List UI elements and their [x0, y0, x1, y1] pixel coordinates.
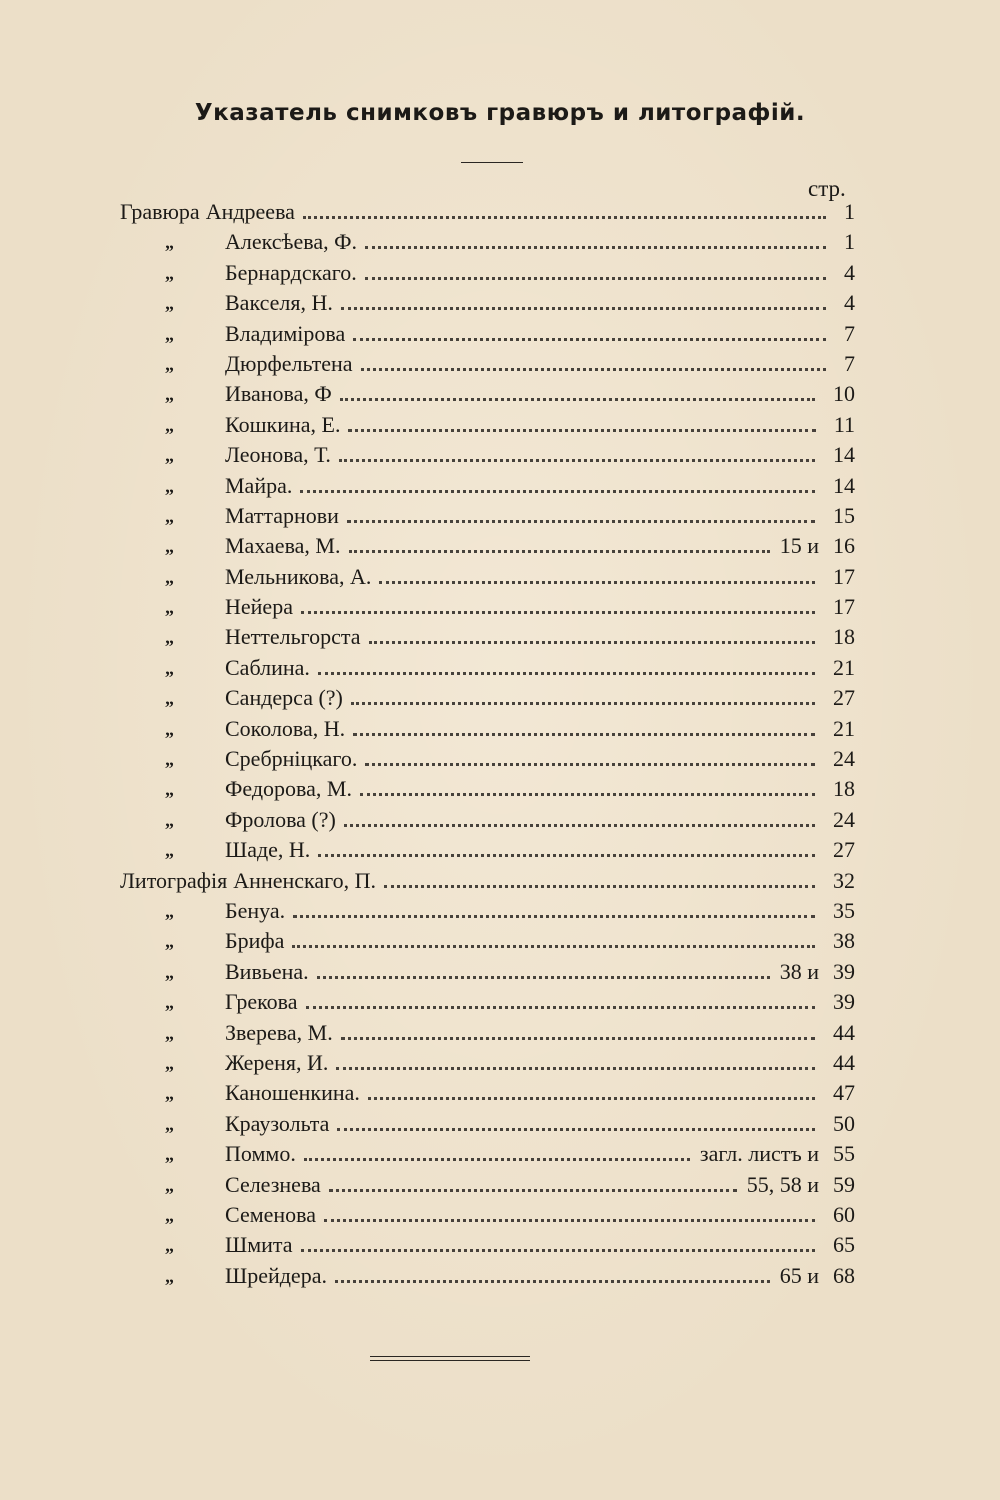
entry-name: Шаде, Н. — [225, 837, 311, 863]
entry-name: Шрейдера. — [225, 1262, 327, 1288]
dot-leader — [293, 911, 815, 918]
index-entry — [0, 867, 1000, 897]
ditto-mark: „ — [165, 992, 174, 1013]
entry-page-number: 17 — [833, 594, 855, 620]
ditto-mark: „ — [165, 1174, 174, 1195]
index-entry — [0, 806, 1000, 836]
entry-name: Зверева, М. — [225, 1019, 333, 1045]
entry-page-number: 35 — [833, 897, 855, 923]
index-entry — [0, 228, 1000, 258]
entry-page-number: 21 — [833, 715, 855, 741]
entry-name: Семенова — [225, 1201, 317, 1227]
entry-name: Поммо. — [225, 1141, 296, 1167]
entry-page-number: 21 — [833, 654, 855, 680]
index-entry — [0, 563, 1000, 593]
entry-name: Саблина. — [225, 654, 310, 680]
index-entry — [0, 1110, 1000, 1140]
ditto-mark: „ — [165, 414, 174, 435]
index-entry — [0, 715, 1000, 745]
dot-leader — [318, 668, 815, 675]
dot-leader — [360, 789, 815, 796]
index-entry — [0, 775, 1000, 805]
entry-name: Вивьена. — [225, 958, 309, 984]
ditto-mark: „ — [165, 475, 174, 496]
index-entry — [0, 380, 1000, 410]
ditto-mark: „ — [165, 809, 174, 830]
entry-page-number: 1 — [844, 229, 855, 255]
entry-name: Вакселя, Н. — [225, 290, 333, 316]
entry-name: Алексѣева, Ф. — [225, 229, 357, 255]
dot-leader — [353, 729, 815, 736]
title-rule — [461, 162, 523, 163]
entry-page-number: 7 — [844, 320, 855, 346]
index-entry — [0, 289, 1000, 319]
entry-page-number: 17 — [833, 563, 855, 589]
entry-name: Неттельгорста — [225, 624, 361, 650]
dot-leader — [341, 1033, 815, 1040]
page-column-label: стр. — [808, 176, 846, 201]
ditto-mark: „ — [165, 597, 174, 618]
dot-leader — [329, 1185, 737, 1192]
dot-leader — [301, 607, 815, 614]
ditto-mark: „ — [165, 1204, 174, 1225]
entry-name: Нейера — [225, 594, 293, 620]
entry-page-number: 44 — [833, 1049, 855, 1075]
dot-leader — [369, 637, 815, 644]
entry-page-number: 44 — [833, 1019, 855, 1045]
ditto-mark: „ — [165, 718, 174, 739]
ditto-mark: „ — [165, 749, 174, 770]
entry-name: Краузольта — [225, 1110, 330, 1136]
entry-name: Иванова, Ф — [225, 381, 332, 407]
page-title: Указатель снимковъ гравюръ и литографій. — [194, 100, 806, 126]
dot-leader — [344, 820, 815, 827]
entry-name: Дюрфельтена — [225, 350, 353, 376]
entry-page-number: 32 — [833, 867, 855, 893]
entry-page-number: 39 — [833, 958, 855, 984]
dot-leader — [335, 1276, 770, 1283]
entry-page-number: 18 — [833, 624, 855, 650]
dot-leader — [348, 425, 815, 432]
index-entry — [0, 1079, 1000, 1109]
entry-page-number: 39 — [833, 989, 855, 1015]
ditto-mark: „ — [165, 566, 174, 587]
ditto-mark: „ — [165, 1022, 174, 1043]
closing-rule — [370, 1356, 530, 1364]
entry-name: Андреева — [205, 199, 295, 224]
entry-page-number: 27 — [833, 685, 855, 711]
dot-leader — [349, 546, 770, 553]
index-entry — [0, 1140, 1000, 1170]
entry-name: Федорова, М. — [225, 776, 352, 802]
entry-page-number: 1 — [844, 199, 855, 224]
dot-leader — [318, 850, 815, 857]
index-list — [0, 198, 1000, 1292]
entry-name: Шмита — [225, 1232, 293, 1258]
index-entry — [0, 320, 1000, 350]
entry-page-number: 24 — [833, 806, 855, 832]
entry-name: Кошкина, Е. — [225, 411, 341, 437]
ditto-mark: „ — [165, 627, 174, 648]
entry-page-number: 38 — [833, 928, 855, 954]
dot-leader — [361, 364, 826, 371]
index-entry — [0, 350, 1000, 380]
dot-leader — [337, 1124, 815, 1131]
index-entry — [0, 927, 1000, 957]
dot-leader — [317, 972, 770, 979]
index-entry — [0, 472, 1000, 502]
entry-page-number: 7 — [844, 350, 855, 376]
ditto-mark: „ — [165, 293, 174, 314]
entry-page-number: 18 — [833, 776, 855, 802]
index-entry — [0, 684, 1000, 714]
index-entry — [0, 441, 1000, 471]
ditto-mark: „ — [165, 1083, 174, 1104]
ditto-mark: „ — [165, 657, 174, 678]
dot-leader — [340, 394, 815, 401]
index-entry — [0, 836, 1000, 866]
index-entry — [0, 532, 1000, 562]
dot-leader — [365, 242, 826, 249]
ditto-mark: „ — [165, 262, 174, 283]
entry-additional-pages: 65 и — [779, 1262, 819, 1288]
entry-name: Грекова — [225, 989, 298, 1015]
dot-leader — [306, 1002, 815, 1009]
index-entry — [0, 1049, 1000, 1079]
entry-name: Сандерса (?) — [225, 685, 343, 711]
ditto-mark: „ — [165, 1265, 174, 1286]
ditto-mark: „ — [165, 1144, 174, 1165]
entry-additional-pages: 55, 58 и — [746, 1171, 819, 1197]
dot-leader — [351, 698, 815, 705]
entry-page-number: 65 — [833, 1232, 855, 1258]
entry-name: Жереня, И. — [225, 1049, 329, 1075]
index-entry — [0, 1231, 1000, 1261]
entry-page-number: 24 — [833, 746, 855, 772]
entry-page-number: 11 — [833, 411, 855, 437]
index-entry — [0, 988, 1000, 1018]
entry-page-number: 68 — [833, 1262, 855, 1288]
entry-name: Каношенкина. — [225, 1080, 360, 1106]
dot-leader — [301, 1245, 815, 1252]
index-entry — [0, 411, 1000, 441]
entry-category: Литографія — [120, 867, 228, 893]
ditto-mark: „ — [165, 779, 174, 800]
entry-page-number: 55 — [833, 1141, 855, 1167]
entry-page-number: 27 — [833, 837, 855, 863]
entry-name: Селезнева — [225, 1171, 321, 1197]
index-entry — [0, 502, 1000, 532]
entry-page-number: 60 — [833, 1201, 855, 1227]
entry-name: Владимірова — [225, 320, 346, 346]
entry-page-number: 10 — [833, 381, 855, 407]
entry-page-number: 14 — [833, 472, 855, 498]
entry-page-number: 4 — [844, 290, 855, 316]
ditto-mark: „ — [165, 900, 174, 921]
dot-leader — [347, 516, 815, 523]
ditto-mark: „ — [165, 536, 174, 557]
entry-name: Майра. — [225, 472, 293, 498]
index-entry — [0, 1262, 1000, 1292]
dot-leader — [384, 881, 815, 888]
entry-name: Маттарнови — [225, 502, 339, 528]
entry-name: Фролова (?) — [225, 806, 336, 832]
index-entry — [0, 654, 1000, 684]
index-entry — [0, 1019, 1000, 1049]
ditto-mark: „ — [165, 353, 174, 374]
dot-leader — [379, 577, 815, 584]
dot-leader — [304, 1154, 690, 1161]
entry-name: Брифа — [225, 928, 285, 954]
ditto-mark: „ — [165, 688, 174, 709]
index-entry — [0, 593, 1000, 623]
entry-name: Леонова, Т. — [225, 442, 331, 468]
dot-leader — [300, 486, 815, 493]
entry-page-number: 4 — [844, 259, 855, 285]
index-entry — [0, 745, 1000, 775]
dot-leader — [353, 334, 826, 341]
entry-page-number: 16 — [833, 533, 855, 559]
entry-name: Махаева, М. — [225, 533, 341, 559]
ditto-mark: „ — [165, 1235, 174, 1256]
ditto-mark: „ — [165, 384, 174, 405]
ditto-mark: „ — [165, 1113, 174, 1134]
dot-leader — [365, 273, 826, 280]
ditto-mark: „ — [165, 232, 174, 253]
dot-leader — [365, 759, 815, 766]
ditto-mark: „ — [165, 445, 174, 466]
dot-leader — [303, 212, 826, 219]
entry-name: Бернардскаго. — [225, 259, 357, 285]
index-entry — [0, 958, 1000, 988]
ditto-mark: „ — [165, 840, 174, 861]
entry-additional-pages: 15 и — [779, 533, 819, 559]
ditto-mark: „ — [165, 323, 174, 344]
index-entry — [0, 259, 1000, 289]
entry-name: Анненскаго, П. — [233, 867, 377, 893]
dot-leader — [324, 1215, 815, 1222]
entry-page-number: 59 — [833, 1171, 855, 1197]
entry-page-number: 14 — [833, 442, 855, 468]
entry-name: Бенуа. — [225, 897, 286, 923]
dot-leader — [292, 941, 815, 948]
entry-name: Соколова, Н. — [225, 715, 346, 741]
ditto-mark: „ — [165, 505, 174, 526]
ditto-mark: „ — [165, 1052, 174, 1073]
index-entry — [0, 1201, 1000, 1231]
index-entry — [0, 1171, 1000, 1201]
entry-name: Сребрніцкаго. — [225, 746, 358, 772]
dot-leader — [341, 303, 826, 310]
dot-leader — [336, 1063, 815, 1070]
entry-category: Гравюра — [120, 199, 200, 224]
entry-page-number: 50 — [833, 1110, 855, 1136]
dot-leader — [339, 455, 815, 462]
index-entry — [0, 198, 1000, 228]
entry-page-number: 47 — [833, 1080, 855, 1106]
index-entry — [0, 623, 1000, 653]
ditto-mark: „ — [165, 931, 174, 952]
entry-name: Мельникова, А. — [225, 563, 372, 589]
entry-additional-pages: загл. листъ и — [699, 1141, 819, 1167]
index-entry — [0, 897, 1000, 927]
entry-page-number: 15 — [833, 502, 855, 528]
dot-leader — [368, 1093, 815, 1100]
ditto-mark: „ — [165, 961, 174, 982]
entry-additional-pages: 38 и — [779, 958, 819, 984]
